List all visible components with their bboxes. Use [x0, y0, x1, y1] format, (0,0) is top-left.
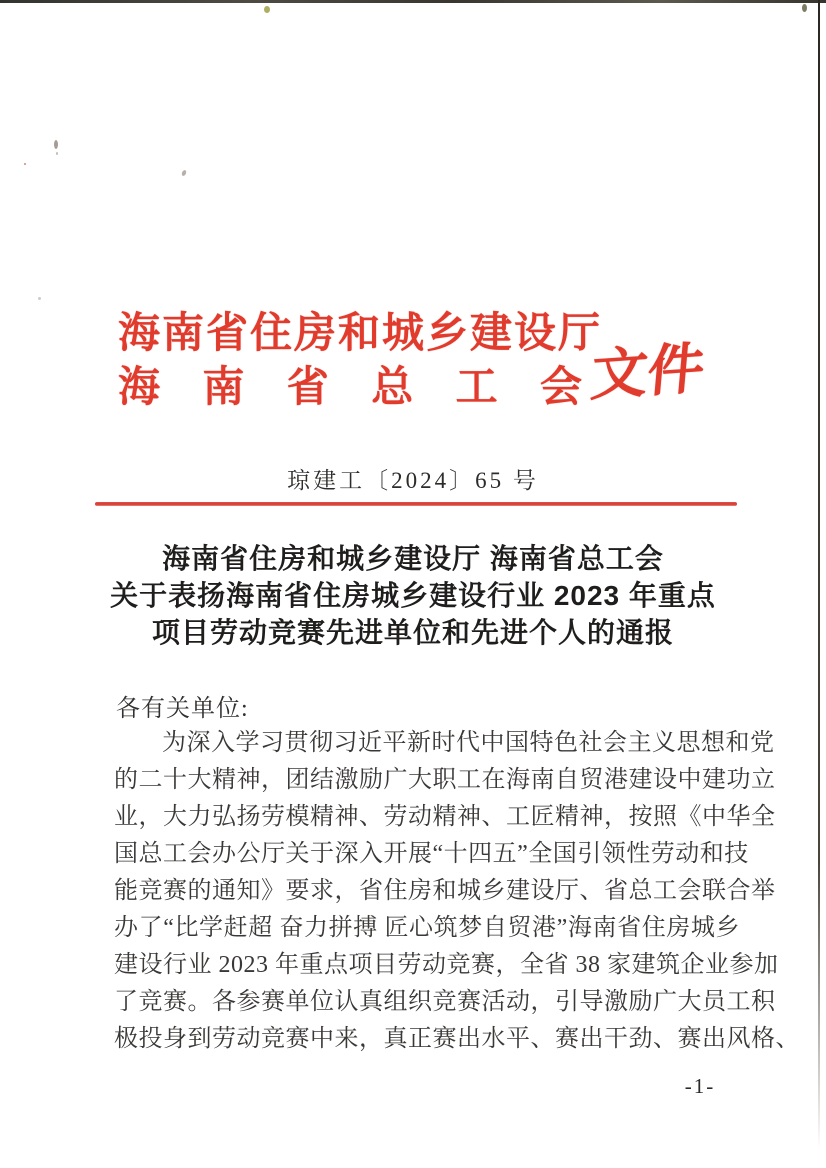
body-line: 能竞赛的通知》要求，省住房和城乡建设厅、省总工会联合举	[114, 878, 776, 904]
scan-speck	[181, 169, 187, 176]
body-line: 极投身到劳动竞赛中来，真正赛出水平、赛出干劲、赛出风格、	[114, 1026, 800, 1052]
body-paragraph	[114, 725, 800, 1058]
document-number: 琼建工〔2024〕65 号	[287, 468, 539, 493]
body-line: 国总工会办公厅关于深入开展“十四五”全国引领性劳动和技	[114, 841, 749, 867]
document-type-label: 文件	[588, 338, 707, 408]
scan-speck	[802, 4, 807, 12]
page-number: -1-	[684, 1074, 716, 1098]
salutation: 各有关单位:	[116, 696, 249, 722]
body-line: 建设行业 2023 年重点项目劳动竞赛，全省 38 家建筑企业参加	[114, 952, 779, 978]
body-line: 业，大力弘扬劳模精神、劳动精神、工匠精神，按照《中华全	[114, 804, 776, 830]
red-divider-rule	[95, 502, 737, 506]
letterhead	[118, 306, 718, 414]
scan-speck	[264, 6, 270, 13]
agency-name-line2: 海南省总工会	[118, 365, 582, 411]
document-title-line3: 项目劳动竞赛先进单位和先进个人的通报	[151, 617, 674, 648]
document-title-line1: 海南省住房和城乡建设厅 海南省总工会	[162, 543, 664, 574]
document-title	[60, 540, 766, 651]
agency-name-line1: 海南省住房和城乡建设厅	[118, 311, 603, 357]
scan-edge-top	[0, 0, 826, 3]
scan-edge-right	[818, 0, 820, 1150]
body-line: 的二十大精神，团结激励广大职工在海南自贸港建设中建功立	[114, 767, 776, 793]
scan-speck	[56, 152, 58, 155]
body-line: 办了“比学赶超 奋力拼搏 匠心筑梦自贸港”海南省住房城乡	[114, 915, 740, 941]
scan-speck	[54, 140, 58, 149]
scan-speck	[38, 297, 41, 300]
body-line: 为深入学习贯彻习近平新时代中国特色社会主义思想和党	[162, 730, 775, 756]
body-line: 了竞赛。各参赛单位认真组织竞赛活动，引导激励广大员工积	[114, 989, 776, 1015]
scan-speck	[24, 163, 26, 165]
document-title-line2: 关于表扬海南省住房城乡建设行业 2023 年重点	[110, 580, 716, 611]
